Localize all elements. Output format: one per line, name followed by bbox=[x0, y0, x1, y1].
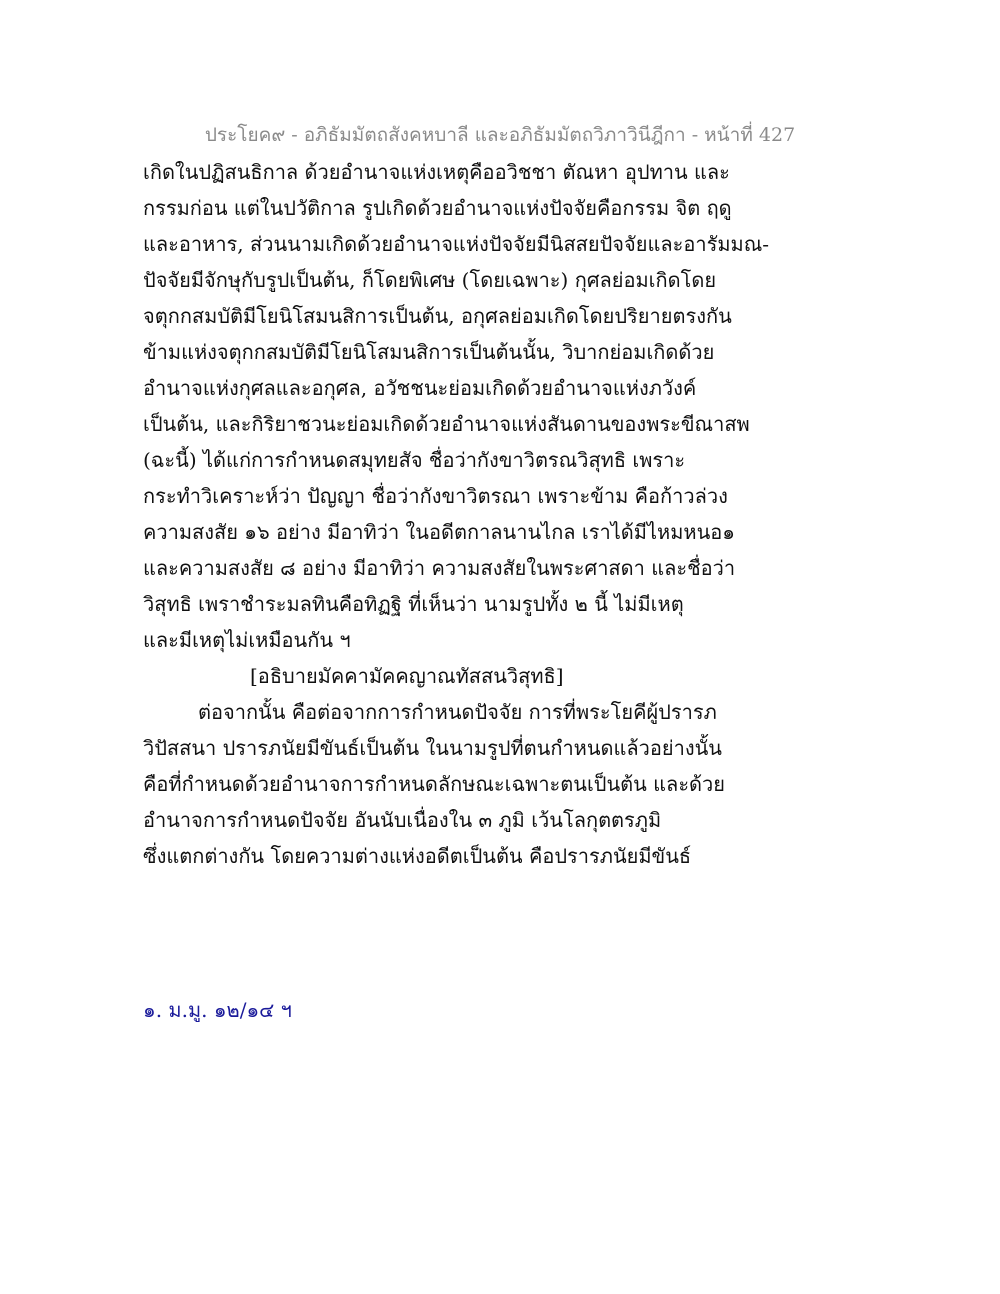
text-line: วิปัสสนา ปรารภนัยมีขันธ์เป็นต้น ในนามรูปที่ตนกำหนดแล้วอย่างนั้น bbox=[143, 736, 722, 760]
text-line: เป็นต้น, และกิริยาชวนะย่อมเกิดด้วยอำนาจแห่งสันดานของพระขีณาสพ bbox=[143, 412, 750, 436]
text-line: วิสุทธิ เพราชำระมลทินคือทิฏฐิ ที่เห็นว่า นามรูปทั้ง ๒ นี้ ไม่มีเหตุ bbox=[143, 592, 684, 616]
text-line: ปัจจัยมีจักษุกับรูปเป็นต้น, ก็โดยพิเศษ (โดยเฉพาะ) กุศลย่อมเกิดโดย bbox=[143, 268, 717, 292]
text-line: จตุกกสมบัติมีโยนิโสมนสิการเป็นต้น, อกุศลย่อมเกิดโดยปริยายตรงกัน bbox=[143, 304, 732, 328]
text-line: ต่อจากนั้น คือต่อจากการกำหนดปัจจัย การที่พระโยคีผู้ปรารภ bbox=[198, 700, 717, 724]
section-heading: [อธิบายมัคคามัคคญาณทัสสนวิสุทธิ] bbox=[250, 664, 564, 688]
text-line: และมีเหตุไม่เหมือนกัน ฯ bbox=[143, 628, 351, 652]
text-line: ซึ่งแตกต่างกัน โดยความต่างแห่งอดีตเป็นต้น คือปรารภนัยมีขันธ์ bbox=[143, 844, 692, 868]
text-line: กรรมก่อน แต่ในปวัติกาล รูปเกิดด้วยอำนาจแห่งปัจจัยคือกรรม จิต ฤดู bbox=[143, 196, 732, 220]
text-line: อำนาจแห่งกุศลและอกุศล, อวัชชนะย่อมเกิดด้วยอำนาจแห่งภวังค์ bbox=[143, 376, 697, 400]
text-line: เกิดในปฏิสนธิกาล ด้วยอำนาจแห่งเหตุคืออวิชชา ตัณหา อุปทาน และ bbox=[143, 160, 730, 184]
text-line: ข้ามแห่งจตุกกสมบัติมีโยนิโสมนสิการเป็นต้นนั้น, วิบากย่อมเกิดด้วย bbox=[143, 340, 715, 364]
body-text bbox=[143, 154, 783, 874]
footnote: ๑. ม.มู. ๑๒/๑๔ ฯ bbox=[143, 998, 292, 1022]
text-line: ความสงสัย ๑๖ อย่าง มีอาทิว่า ในอดีตกาลนานไกล เราได้มีไหมหนอ๑ bbox=[143, 520, 735, 544]
text-line: และความสงสัย ๘ อย่าง มีอาทิว่า ความสงสัยในพระศาสดา และชื่อว่า bbox=[143, 556, 736, 580]
text-line: และอาหาร, ส่วนนามเกิดด้วยอำนาจแห่งปัจจัยมีนิสสยปัจจัยและอารัมมณ- bbox=[143, 232, 770, 256]
text-line: คือที่กำหนดด้วยอำนาจการกำหนดลักษณะเฉพาะตนเป็นต้น และด้วย bbox=[143, 772, 725, 796]
running-header: ประโยค๙ - อภิธัมมัตถสังคหบาลี และอภิธัมมัตถวิภาวินีฎีกา - หน้าที่ 427 bbox=[204, 124, 796, 146]
text-line: กระทำวิเคราะห์ว่า ปัญญา ชื่อว่ากังขาวิตรณา เพราะข้าม คือก้าวล่วง bbox=[143, 484, 728, 508]
text-line: อำนาจการกำหนดปัจจัย อันนับเนื่องใน ๓ ภูมิ เว้นโลกุตตรภูมิ bbox=[143, 808, 662, 832]
text-line: (ฉะนี้) ได้แก่การกำหนดสมุทยสัจ ชื่อว่ากังขาวิตรณวิสุทธิ เพราะ bbox=[143, 448, 686, 472]
